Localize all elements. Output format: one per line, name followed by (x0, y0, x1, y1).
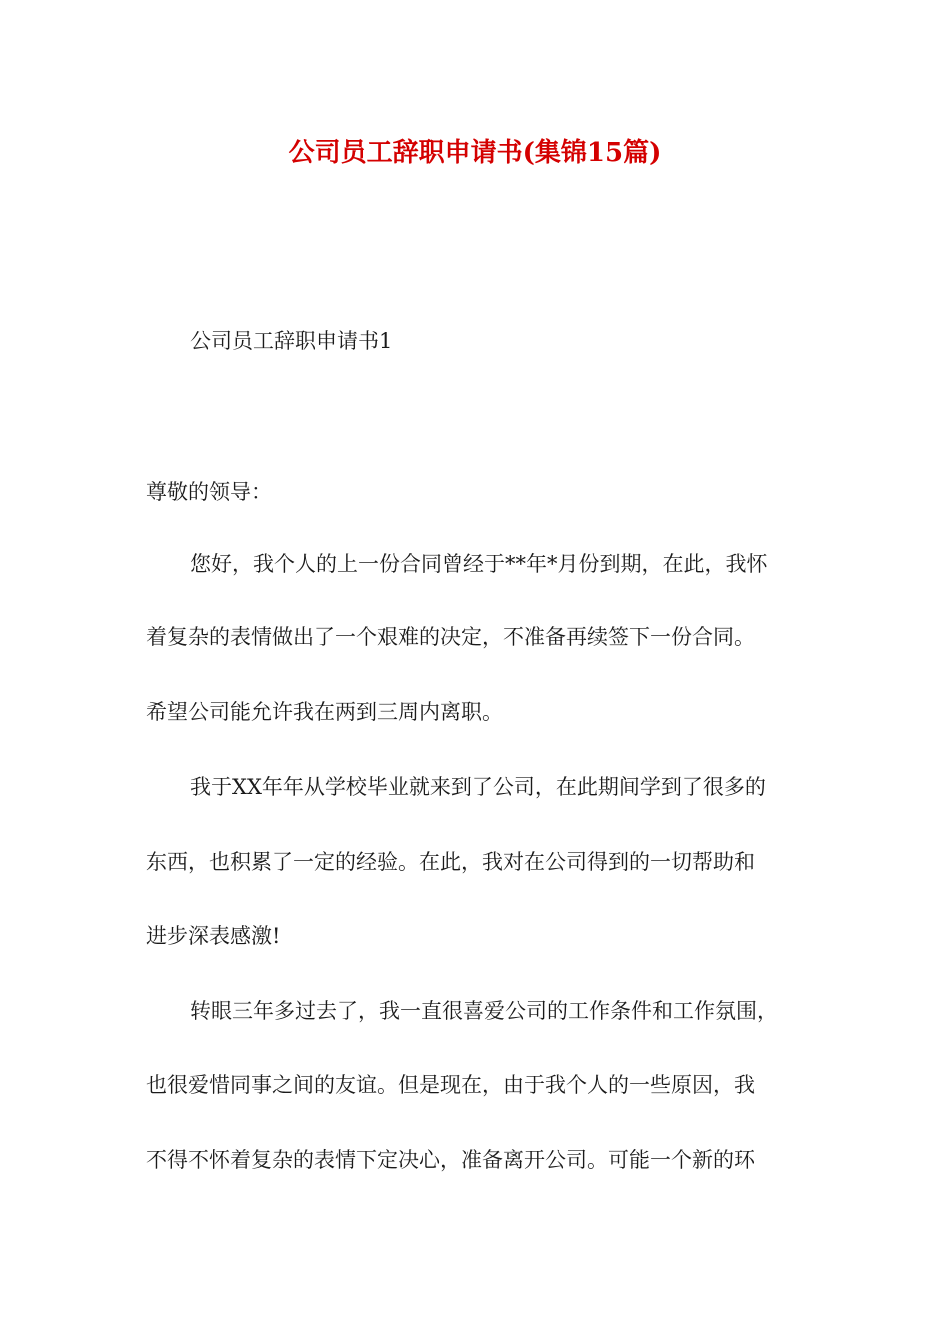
document-title: 公司员工辞职申请书(集锦15篇) (288, 138, 662, 168)
salutation: 尊敬的领导： (146, 480, 272, 504)
paragraph-line: 希望公司能允许我在两到三周内离职。 (146, 700, 503, 724)
paragraph-line: 我于XX年年从学校毕业就来到了公司，在此期间学到了很多的 (190, 775, 766, 799)
paragraph-line: 着复杂的表情做出了一个艰难的决定，不准备再续签下一份合同。 (146, 625, 755, 649)
paragraph-line: 不得不怀着复杂的表情下定决心，准备离开公司。可能一个新的环 (146, 1148, 755, 1172)
paragraph-line: 东西，也积累了一定的经验。在此，我对在公司得到的一切帮助和 (146, 850, 755, 874)
paragraph-line: 转眼三年多过去了，我一直很喜爱公司的工作条件和工作氛围， (190, 999, 778, 1023)
paragraph-line: 也很爱惜同事之间的友谊。但是现在，由于我个人的一些原因，我 (146, 1073, 755, 1097)
paragraph-line: 您好，我个人的上一份合同曾经于**年*月份到期，在此，我怀 (190, 552, 768, 576)
paragraph-line: 进步深表感激! (146, 924, 281, 948)
section-heading: 公司员工辞职申请书1 (190, 329, 393, 353)
